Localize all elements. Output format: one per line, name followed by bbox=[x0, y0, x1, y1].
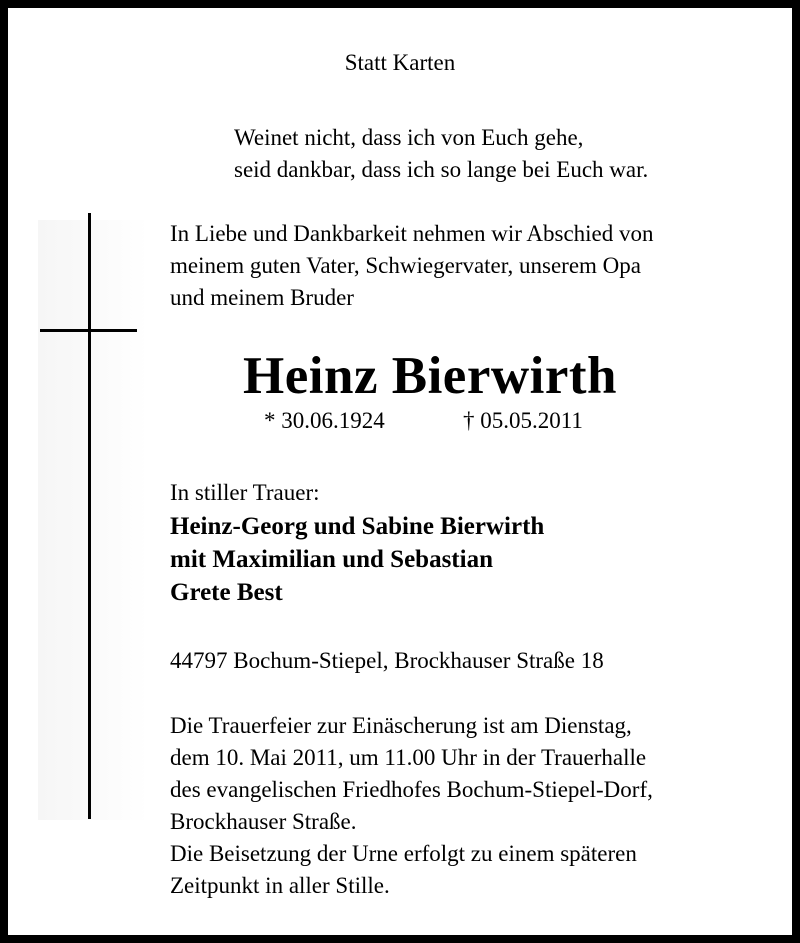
burial-line: Die Beisetzung der Urne erfolgt zu einem späteren bbox=[170, 841, 637, 866]
poem bbox=[234, 122, 648, 186]
ceremony-info bbox=[170, 710, 653, 838]
cross-background bbox=[38, 220, 148, 820]
mourning-label: In stiller Trauer: bbox=[170, 480, 320, 505]
intro-line: meinem guten Vater, Schwiegervater, unserem Opa bbox=[170, 253, 641, 278]
intro-line: und meinem Bruder bbox=[170, 285, 354, 310]
burial-line: Zeitpunkt in aller Stille. bbox=[170, 873, 390, 898]
mourner-line: Heinz-Georg und Sabine Bierwirth bbox=[170, 513, 545, 540]
poem-line: Weinet nicht, dass ich von Euch gehe, bbox=[234, 125, 584, 150]
mourners-list bbox=[170, 510, 544, 609]
poem-line: seid dankbar, dass ich so lange bei Euch war. bbox=[234, 157, 649, 182]
intro-line: In Liebe und Dankbarkeit nehmen wir Abschied von bbox=[170, 221, 654, 246]
mourner-line: mit Maximilian und Sebastian bbox=[170, 546, 493, 573]
intro-text bbox=[170, 218, 654, 314]
ceremony-line: dem 10. Mai 2011, um 11.00 Uhr in der Trauerhalle bbox=[170, 745, 647, 770]
ceremony-line: Die Trauerfeier zur Einäscherung ist am Dienstag, bbox=[170, 713, 632, 738]
ceremony-line: Brockhauser Straße. bbox=[170, 809, 357, 834]
death-date: † 05.05.2011 bbox=[463, 408, 583, 433]
obituary-card bbox=[8, 8, 792, 935]
mourner-line: Grete Best bbox=[170, 579, 283, 606]
ceremony-line: des evangelischen Friedhofes Bochum-Stiepel-Dorf, bbox=[170, 777, 653, 802]
cross-crossbar bbox=[40, 329, 137, 332]
header-statt-karten: Statt Karten bbox=[344, 50, 456, 75]
burial-info bbox=[170, 838, 637, 902]
address: 44797 Bochum-Stiepel, Brockhauser Straße 18 bbox=[170, 648, 604, 673]
cross-icon bbox=[88, 213, 91, 819]
deceased-name: Heinz Bierwirth bbox=[243, 347, 617, 405]
birth-date: * 30.06.1924 bbox=[264, 408, 385, 433]
